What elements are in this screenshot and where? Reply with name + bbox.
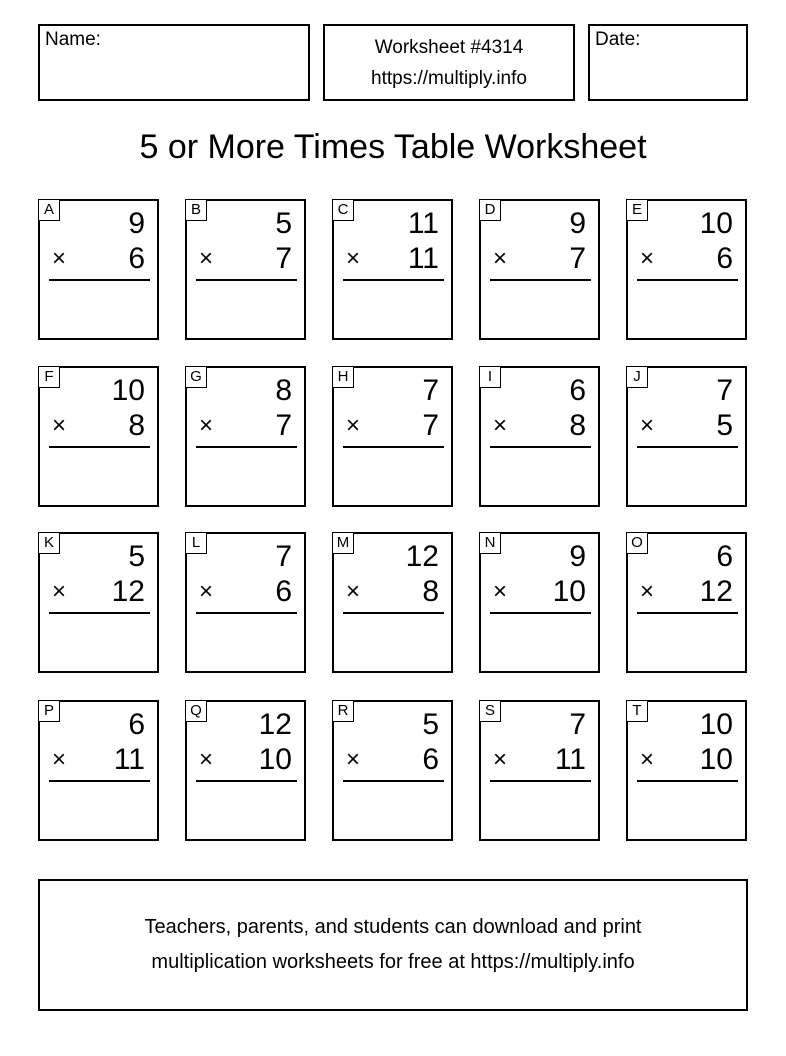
problem-letter: K	[38, 532, 60, 554]
multiply-sign: ×	[52, 578, 67, 605]
footer-box	[38, 879, 748, 1011]
problem-multiplier: 6	[716, 242, 733, 275]
answer-rule	[490, 279, 591, 281]
answer-rule	[49, 780, 150, 782]
problem-multiplier: 10	[699, 743, 733, 776]
multiply-sign: ×	[346, 746, 361, 773]
problem-multiplicand: 6	[569, 374, 586, 407]
answer-rule	[637, 780, 738, 782]
answer-rule	[343, 279, 444, 281]
answer-rule	[196, 446, 297, 448]
problem-multiplier: 10	[258, 743, 292, 776]
multiply-sign: ×	[346, 412, 361, 439]
multiply-sign: ×	[52, 245, 67, 272]
problem-card[interactable]	[38, 700, 159, 841]
problem-card[interactable]	[38, 532, 159, 673]
problem-multiplicand: 10	[111, 374, 145, 407]
problem-letter: N	[479, 532, 501, 554]
problem-letter: C	[332, 199, 354, 221]
footer-line-2: multiplication worksheets for free at https://multiply.info	[151, 951, 635, 973]
name-label: Name:	[45, 29, 101, 50]
multiply-sign: ×	[199, 746, 214, 773]
multiply-sign: ×	[493, 245, 508, 272]
problem-card[interactable]	[185, 199, 306, 340]
problem-letter: S	[479, 700, 501, 722]
problem-card[interactable]	[479, 366, 600, 507]
problem-card[interactable]	[185, 532, 306, 673]
problem-multiplicand: 9	[569, 540, 586, 573]
problem-multiplicand: 7	[422, 374, 439, 407]
problem-multiplier: 6	[422, 743, 439, 776]
problem-multiplier: 12	[699, 575, 733, 608]
date-label: Date:	[595, 29, 641, 50]
problem-letter: O	[626, 532, 648, 554]
multiply-sign: ×	[640, 746, 655, 773]
worksheet-title: 5 or More Times Table Worksheet	[139, 128, 647, 166]
problem-card[interactable]	[332, 700, 453, 841]
problem-multiplicand: 7	[716, 374, 733, 407]
multiply-sign: ×	[199, 578, 214, 605]
problem-multiplier: 10	[552, 575, 586, 608]
problem-multiplier: 7	[275, 242, 292, 275]
problem-multiplicand: 7	[275, 540, 292, 573]
problem-card[interactable]	[332, 199, 453, 340]
answer-rule	[196, 279, 297, 281]
problem-multiplicand: 9	[128, 207, 145, 240]
problem-multiplicand: 10	[699, 207, 733, 240]
problem-card[interactable]	[185, 366, 306, 507]
multiply-sign: ×	[346, 245, 361, 272]
problem-card[interactable]	[626, 199, 747, 340]
multiply-sign: ×	[493, 412, 508, 439]
problem-letter: M	[332, 532, 354, 554]
problem-multiplier: 11	[407, 242, 439, 275]
worksheet-url: https://multiply.info	[371, 68, 527, 89]
multiply-sign: ×	[640, 578, 655, 605]
problem-letter: I	[479, 366, 501, 388]
multiply-sign: ×	[199, 412, 214, 439]
answer-rule	[490, 612, 591, 614]
answer-rule	[49, 279, 150, 281]
problem-card[interactable]	[626, 532, 747, 673]
problem-card[interactable]	[332, 366, 453, 507]
multiply-sign: ×	[493, 578, 508, 605]
problem-card[interactable]	[626, 366, 747, 507]
answer-rule	[343, 780, 444, 782]
problem-letter: B	[185, 199, 207, 221]
problem-letter: P	[38, 700, 60, 722]
problem-letter: G	[185, 366, 207, 388]
problem-multiplicand: 12	[258, 708, 292, 741]
problem-letter: H	[332, 366, 354, 388]
problem-card[interactable]	[479, 532, 600, 673]
problem-multiplicand: 5	[275, 207, 292, 240]
problem-letter: E	[626, 199, 648, 221]
answer-rule	[343, 612, 444, 614]
multiply-sign: ×	[52, 412, 67, 439]
problem-multiplicand: 11	[407, 207, 439, 240]
problem-multiplier: 8	[422, 575, 439, 608]
problem-multiplier: 7	[569, 242, 586, 275]
problem-letter: A	[38, 199, 60, 221]
problem-multiplicand: 8	[275, 374, 292, 407]
multiply-sign: ×	[346, 578, 361, 605]
problem-multiplier: 12	[111, 575, 145, 608]
problem-card[interactable]	[626, 700, 747, 841]
problem-letter: L	[185, 532, 207, 554]
problem-letter: D	[479, 199, 501, 221]
answer-rule	[196, 780, 297, 782]
answer-rule	[490, 780, 591, 782]
problem-multiplier: 7	[422, 409, 439, 442]
problem-letter: F	[38, 366, 60, 388]
multiply-sign: ×	[199, 245, 214, 272]
problem-multiplicand: 9	[569, 207, 586, 240]
answer-rule	[637, 446, 738, 448]
footer-line-1: Teachers, parents, and students can download and print	[144, 916, 642, 938]
worksheet-number: Worksheet #4314	[374, 37, 524, 58]
problem-card[interactable]	[38, 199, 159, 340]
answer-rule	[637, 279, 738, 281]
problem-multiplier: 7	[275, 409, 292, 442]
multiply-sign: ×	[52, 746, 67, 773]
problem-multiplier: 11	[113, 743, 145, 776]
multiply-sign: ×	[493, 746, 508, 773]
multiply-sign: ×	[640, 412, 655, 439]
problem-card[interactable]	[332, 532, 453, 673]
answer-rule	[49, 612, 150, 614]
answer-rule	[490, 446, 591, 448]
multiply-sign: ×	[640, 245, 655, 272]
problem-multiplicand: 10	[699, 708, 733, 741]
answer-rule	[196, 612, 297, 614]
problem-card[interactable]	[479, 700, 600, 841]
problem-multiplicand: 6	[128, 708, 145, 741]
problem-letter: R	[332, 700, 354, 722]
problem-multiplier: 8	[569, 409, 586, 442]
problem-multiplicand: 6	[716, 540, 733, 573]
answer-rule	[343, 446, 444, 448]
problem-multiplicand: 12	[405, 540, 439, 573]
answer-rule	[49, 446, 150, 448]
answer-rule	[637, 612, 738, 614]
problem-multiplier: 8	[128, 409, 145, 442]
problem-card[interactable]	[38, 366, 159, 507]
problem-multiplier: 6	[275, 575, 292, 608]
problem-card[interactable]	[479, 199, 600, 340]
problem-letter: T	[626, 700, 648, 722]
problem-multiplier: 6	[128, 242, 145, 275]
problem-multiplier: 5	[716, 409, 733, 442]
problem-card[interactable]	[185, 700, 306, 841]
problem-letter: Q	[185, 700, 207, 722]
problem-letter: J	[626, 366, 648, 388]
problem-multiplier: 11	[554, 743, 586, 776]
problem-multiplicand: 5	[422, 708, 439, 741]
problem-multiplicand: 5	[128, 540, 145, 573]
problem-multiplicand: 7	[569, 708, 586, 741]
